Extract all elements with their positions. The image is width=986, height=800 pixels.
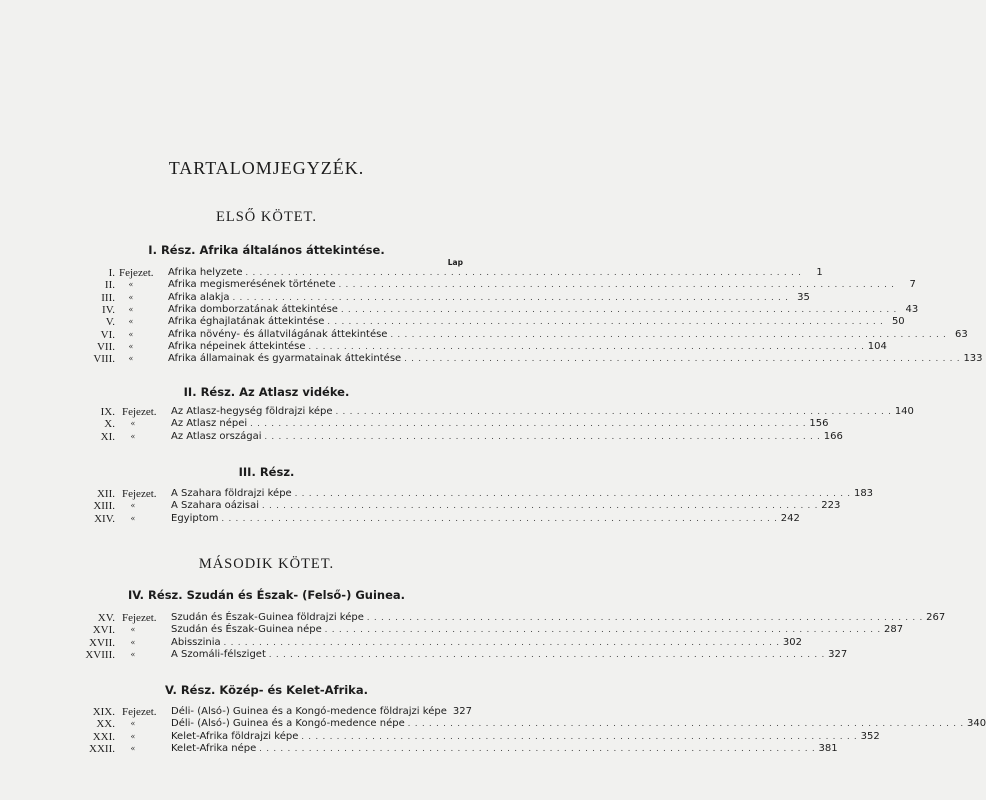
entry-line — [171, 612, 946, 624]
page-number: 327 — [828, 648, 848, 660]
entry-line — [168, 316, 905, 328]
toc-entry — [0, 267, 823, 279]
part-heading-4: IV. Rész. Szudán és Észak- (Felső-) Guinea. — [127, 588, 406, 602]
chapter-number: VII. — [96, 340, 115, 353]
chapter-number: VI. — [100, 328, 115, 341]
chapter-title: Déli- (Alsó-) Guinea és a Kongó-medence földrajzi képe — [171, 706, 447, 717]
chapter-prefix: Fejezet. — [122, 706, 157, 718]
part-heading-3: III. Rész. — [238, 465, 295, 479]
entry-line — [168, 279, 916, 291]
chapter-prefix: « — [130, 431, 136, 441]
dot-leader — [404, 353, 960, 365]
dot-leader — [259, 743, 815, 755]
chapter-number: XXII. — [89, 742, 115, 755]
chapter-title: Abisszinia — [171, 636, 221, 648]
dot-leader — [250, 418, 806, 430]
dot-leader — [245, 267, 801, 279]
page-number: 156 — [809, 418, 829, 430]
entry-line — [168, 291, 810, 304]
page-number: 352 — [860, 730, 880, 742]
dot-leader — [339, 279, 895, 291]
page-number: 63 — [954, 328, 968, 340]
chapter-prefix: Fejezet. — [122, 406, 157, 418]
toc-entry — [0, 624, 904, 637]
toc-entry — [0, 418, 829, 431]
page-number: 381 — [818, 742, 838, 754]
toc-entry — [0, 730, 880, 743]
entry-line — [171, 488, 874, 500]
chapter-title: Afrika államainak és gyarmatainak áttekintése — [168, 353, 402, 365]
chapter-number: IV. — [102, 303, 115, 316]
toc-entry — [0, 718, 986, 731]
chapter-number: X. — [104, 418, 115, 431]
volume-heading-2: MÁSODIK KÖTET. — [198, 556, 335, 572]
chapter-prefix: « — [130, 501, 136, 511]
chapter-number: XIV. — [94, 512, 115, 525]
page-number: 242 — [780, 512, 800, 524]
chapter-title: A Szahara oázisai — [171, 500, 260, 512]
dot-leader — [408, 718, 964, 730]
entry-line — [168, 303, 919, 316]
part-heading-1: I. Rész. Afrika általános áttekintése. — [148, 243, 385, 257]
chapter-number: III. — [101, 291, 115, 304]
entry-line — [171, 500, 841, 512]
entry-line — [171, 648, 848, 661]
chapter-title: Afrika növény- és állatvilágának áttekintése — [168, 328, 388, 340]
page-number: 327 — [452, 706, 472, 717]
toc-entry — [0, 340, 887, 353]
chapter-prefix: « — [130, 513, 136, 523]
chapter-number: XVII. — [89, 636, 115, 649]
dot-leader — [325, 624, 881, 636]
chapter-prefix: « — [128, 341, 134, 351]
chapter-prefix: « — [130, 625, 136, 635]
chapter-title: A Szomáli-félsziget — [171, 648, 266, 660]
part-heading-5: V. Rész. Közép- és Kelet-Afrika. — [165, 683, 368, 697]
volume-heading-1: ELSŐ KÖTET. — [216, 209, 317, 225]
chapter-title: Afrika éghajlatának áttekintése — [168, 316, 325, 328]
chapter-prefix: « — [130, 731, 136, 741]
chapter-number: V. — [105, 316, 115, 329]
entry-line — [171, 730, 880, 743]
page-number: 1 — [816, 267, 823, 278]
entry-line — [168, 328, 968, 341]
page-title: TARTALOMJEGYZÉK. — [168, 158, 365, 178]
chapter-number: XVIII. — [85, 648, 115, 661]
chapter-number: XXI. — [92, 730, 115, 743]
chapter-title: Szudán és Észak-Guinea földrajzi képe — [171, 612, 364, 623]
chapter-prefix: « — [128, 317, 134, 327]
toc-entry — [0, 500, 841, 513]
chapter-prefix: « — [128, 280, 134, 290]
page-number: 340 — [967, 718, 986, 730]
page-number: 140 — [894, 406, 914, 417]
chapter-prefix: Fejezet. — [122, 488, 157, 500]
entry-line — [171, 624, 904, 636]
page-number: 35 — [797, 291, 810, 303]
chapter-number: XI. — [100, 430, 115, 443]
page-column-label: Lap — [447, 258, 463, 267]
chapter-number: II. — [104, 279, 115, 292]
entry-line — [171, 406, 914, 418]
entry-line — [168, 340, 887, 353]
entry-line — [171, 512, 800, 525]
page-number: 287 — [884, 624, 904, 636]
chapter-title: Afrika domborzatának áttekintése — [168, 303, 338, 315]
chapter-title: Kelet-Afrika népe — [171, 742, 257, 754]
chapter-title: Szudán és Észak-Guinea népe — [171, 624, 322, 636]
dot-leader — [341, 304, 897, 316]
toc-entry — [0, 303, 919, 316]
toc-entry — [0, 706, 533, 718]
page-number: 267 — [926, 612, 946, 623]
toc-entry — [0, 488, 874, 500]
dot-leader — [222, 513, 778, 525]
dot-leader — [264, 431, 820, 443]
toc-entry — [0, 742, 838, 755]
chapter-title: Az Atlasz-hegység földrajzi képe — [171, 406, 333, 417]
toc-entry — [0, 353, 983, 366]
page-number: 223 — [821, 500, 841, 512]
chapter-prefix: « — [128, 329, 134, 339]
dot-leader — [309, 341, 865, 353]
chapter-title: Az Atlasz országai — [171, 430, 262, 442]
entry-line — [171, 718, 986, 730]
chapter-number: XX. — [96, 718, 115, 731]
chapter-prefix: « — [128, 304, 134, 314]
toc-entry — [0, 612, 946, 624]
chapter-prefix: « — [130, 649, 136, 659]
chapter-number: XVI. — [92, 624, 115, 637]
dot-leader — [295, 488, 851, 500]
page-number: 302 — [782, 636, 803, 648]
entry-line — [171, 742, 838, 755]
chapter-prefix: « — [130, 419, 136, 429]
chapter-title: Afrika helyzete — [168, 267, 243, 278]
chapter-title: Kelet-Afrika földrajzi képe — [171, 730, 299, 742]
chapter-prefix: Fejezet. — [119, 267, 154, 279]
chapter-number: XII. — [96, 488, 115, 500]
entry-line — [168, 353, 983, 365]
toc-entry — [0, 291, 810, 304]
page-number: 104 — [867, 340, 887, 352]
chapter-number: VIII. — [93, 353, 115, 366]
chapter-title: Afrika megismerésének története — [168, 279, 336, 291]
toc-entry — [0, 636, 803, 649]
page-number: 7 — [909, 279, 916, 291]
dot-leader — [233, 292, 789, 304]
dot-leader — [367, 612, 923, 624]
toc-entry — [0, 648, 848, 661]
dot-leader — [262, 500, 818, 512]
toc-entry — [0, 328, 968, 341]
entry-line — [171, 418, 829, 430]
page-number: 50 — [891, 316, 905, 328]
chapter-prefix: « — [130, 719, 136, 729]
chapter-prefix: Fejezet. — [122, 612, 157, 624]
entry-line — [171, 706, 472, 718]
chapter-title: A Szahara földrajzi képe — [171, 488, 292, 499]
toc-entry — [0, 406, 914, 418]
chapter-number: IX. — [100, 406, 115, 418]
page-number: 43 — [905, 303, 919, 315]
dot-leader — [301, 731, 857, 743]
chapter-title: Afrika népeinek áttekintése — [168, 340, 306, 352]
toc-entry — [0, 430, 843, 443]
dot-leader — [390, 329, 946, 341]
chapter-title: Afrika alakja — [168, 291, 230, 303]
chapter-number: XV. — [97, 612, 115, 624]
dot-leader — [327, 316, 883, 328]
chapter-number: XIII. — [93, 500, 115, 513]
chapter-prefix: « — [130, 637, 136, 647]
chapter-prefix: « — [130, 743, 136, 753]
entry-line — [171, 636, 803, 649]
dot-leader — [224, 637, 780, 649]
chapter-title: Egyiptom — [171, 512, 219, 524]
toc-entry — [0, 316, 905, 329]
chapter-number: XIX. — [92, 706, 115, 718]
page-number: 133 — [963, 353, 983, 365]
toc-entry — [0, 279, 916, 292]
page-number: 166 — [823, 430, 843, 442]
dot-leader — [336, 406, 892, 418]
page-number: 183 — [853, 488, 874, 499]
chapter-prefix: « — [128, 354, 134, 364]
entry-line — [171, 430, 843, 443]
chapter-title: Az Atlasz népei — [171, 418, 248, 430]
chapter-number: I. — [108, 267, 115, 279]
toc-entry — [0, 512, 800, 525]
entry-line — [168, 267, 823, 279]
dot-leader — [269, 649, 825, 661]
chapter-title: Déli- (Alsó-) Guinea és a Kongó-medence népe — [171, 718, 405, 730]
part-heading-2: II. Rész. Az Atlasz vidéke. — [183, 385, 350, 399]
chapter-prefix: « — [128, 292, 134, 302]
